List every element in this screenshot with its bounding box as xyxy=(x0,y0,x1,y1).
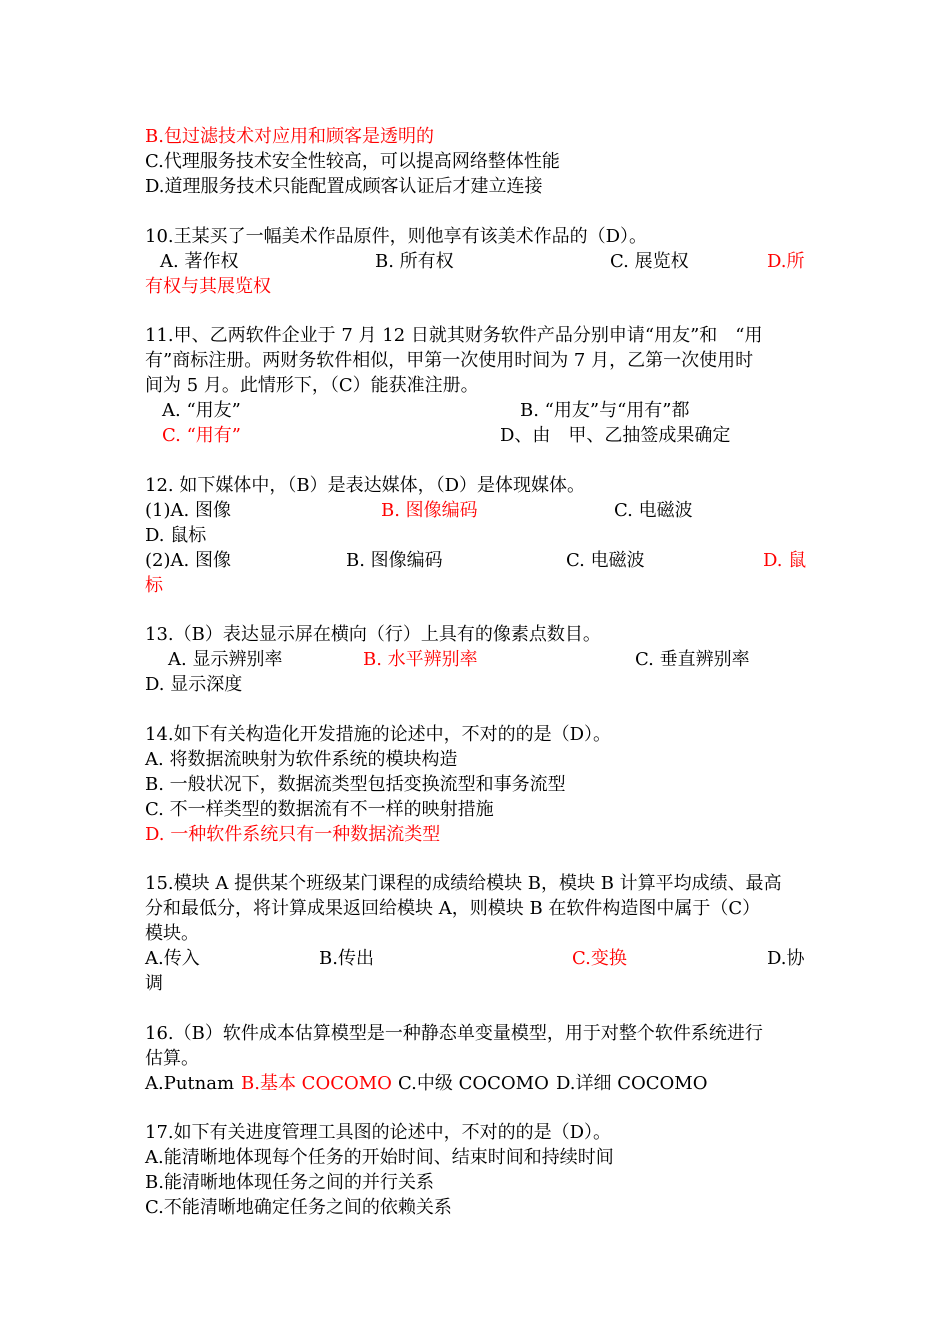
q16-option-c: C.中级 COCOMO xyxy=(398,1073,549,1094)
q9-option-b: B.包过滤技术对应用和顾客是透明的 xyxy=(145,126,434,147)
q16-option-a: A.Putnam xyxy=(145,1073,235,1094)
q12-stem: 12. 如下媒体中，（B）是表达媒体，（D）是体现媒体。 xyxy=(145,475,586,496)
q16-option-d: D.详细 COCOMO xyxy=(556,1073,708,1094)
q11-stem-line2: 有”商标注册。两财务软件相似，甲第一次使用时间为 7 月，乙第一次使用时 xyxy=(145,350,754,371)
q13-option-c: C. 垂直辨别率 xyxy=(635,649,750,670)
q16-option-b: B.基本 COCOMO xyxy=(241,1073,392,1094)
q12-part2-option-c: C. 电磁波 xyxy=(566,550,645,571)
q12-part2-option-b: B. 图像编码 xyxy=(346,550,443,571)
q15-stem-line3: 模块。 xyxy=(145,923,199,944)
q16-stem-line2: 估算。 xyxy=(145,1048,199,1069)
q17-option-b: B.能清晰地体现任务之间的并行关系 xyxy=(145,1172,434,1193)
q14-option-d: D. 一种软件系统只有一种数据流类型 xyxy=(145,824,441,845)
q12-part1-option-a: (1)A. 图像 xyxy=(145,500,231,521)
q11-stem-line3: 间为 5 月。此情形下，（C）能获准注册。 xyxy=(145,375,479,396)
q12-part1-option-c: C. 电磁波 xyxy=(614,500,693,521)
q15-stem-line1: 15.模块 A 提供某个班级某门课程的成绩给模块 B，模块 B 计算平均成绩、最高 xyxy=(145,873,782,894)
q10-option-a: A. 著作权 xyxy=(160,251,239,272)
q16-stem-line1: 16.（B）软件成本估算模型是一种静态单变量模型，用于对整个软件系统进行 xyxy=(145,1023,763,1044)
q13-stem: 13.（B）表达显示屏在横向（行）上具有的像素点数目。 xyxy=(145,624,601,645)
q10-option-b: B. 所有权 xyxy=(375,251,454,272)
q15-option-b: B.传出 xyxy=(319,948,374,969)
q10-option-d: D.所 xyxy=(767,251,805,272)
q11-option-c: C. “用有” xyxy=(162,425,241,446)
q14-stem: 14.如下有关构造化开发措施的论述中，不对的的是（D）。 xyxy=(145,724,612,745)
q10-option-c: C. 展览权 xyxy=(610,251,689,272)
q12-part1-option-b: B. 图像编码 xyxy=(381,500,478,521)
q17-option-a: A.能清晰地体现每个任务的开始时间、结束时间和持续时间 xyxy=(145,1147,614,1168)
q12-part2-option-a: (2)A. 图像 xyxy=(145,550,231,571)
q11-option-b: B. “用友”与“用有”都 xyxy=(520,400,690,421)
q15-option-c: C.变换 xyxy=(572,948,627,969)
q12-part1-option-d: D. 鼠标 xyxy=(145,525,207,546)
q11-option-d: D、由 甲、乙抽签成果确定 xyxy=(500,425,731,446)
q9-option-c: C.代理服务技术安全性较高，可以提高网络整体性能 xyxy=(145,151,560,172)
q14-option-a: A. 将数据流映射为软件系统的模块构造 xyxy=(145,749,458,770)
q12-part2-option-d-cont: 标 xyxy=(145,575,163,596)
q14-option-b: B. 一般状况下，数据流类型包括变换流型和事务流型 xyxy=(145,774,566,795)
q14-option-c: C. 不一样类型的数据流有不一样的映射措施 xyxy=(145,799,494,820)
q15-option-d: D.协 xyxy=(767,948,805,969)
q11-stem-line1: 11.甲、乙两软件企业于 7 月 12 日就其财务软件产品分别申请“用友”和 “用 xyxy=(145,325,763,346)
q9-option-d: D.道理服务技术只能配置成顾客认证后才建立连接 xyxy=(145,176,543,197)
q15-stem-line2: 分和最低分，将计算成果返回给模块 A，则模块 B 在软件构造图中属于（C） xyxy=(145,898,761,919)
q12-part2-option-d: D. 鼠 xyxy=(763,550,807,571)
q13-option-d: D. 显示深度 xyxy=(145,674,243,695)
q10-option-d-cont: 有权与其展览权 xyxy=(145,276,271,297)
q17-stem: 17.如下有关进度管理工具图的论述中，不对的的是（D）。 xyxy=(145,1122,612,1143)
q15-option-a: A.传入 xyxy=(145,948,200,969)
q17-option-c: C.不能清晰地确定任务之间的依赖关系 xyxy=(145,1197,452,1218)
q13-option-b: B. 水平辨别率 xyxy=(363,649,478,670)
q11-option-a: A. “用友” xyxy=(162,400,241,421)
q15-option-d-cont: 调 xyxy=(145,973,163,994)
q13-option-a: A. 显示辨别率 xyxy=(168,649,283,670)
q10-stem: 10.王某买了一幅美术作品原件，则他享有该美术作品的（D）。 xyxy=(145,226,648,247)
